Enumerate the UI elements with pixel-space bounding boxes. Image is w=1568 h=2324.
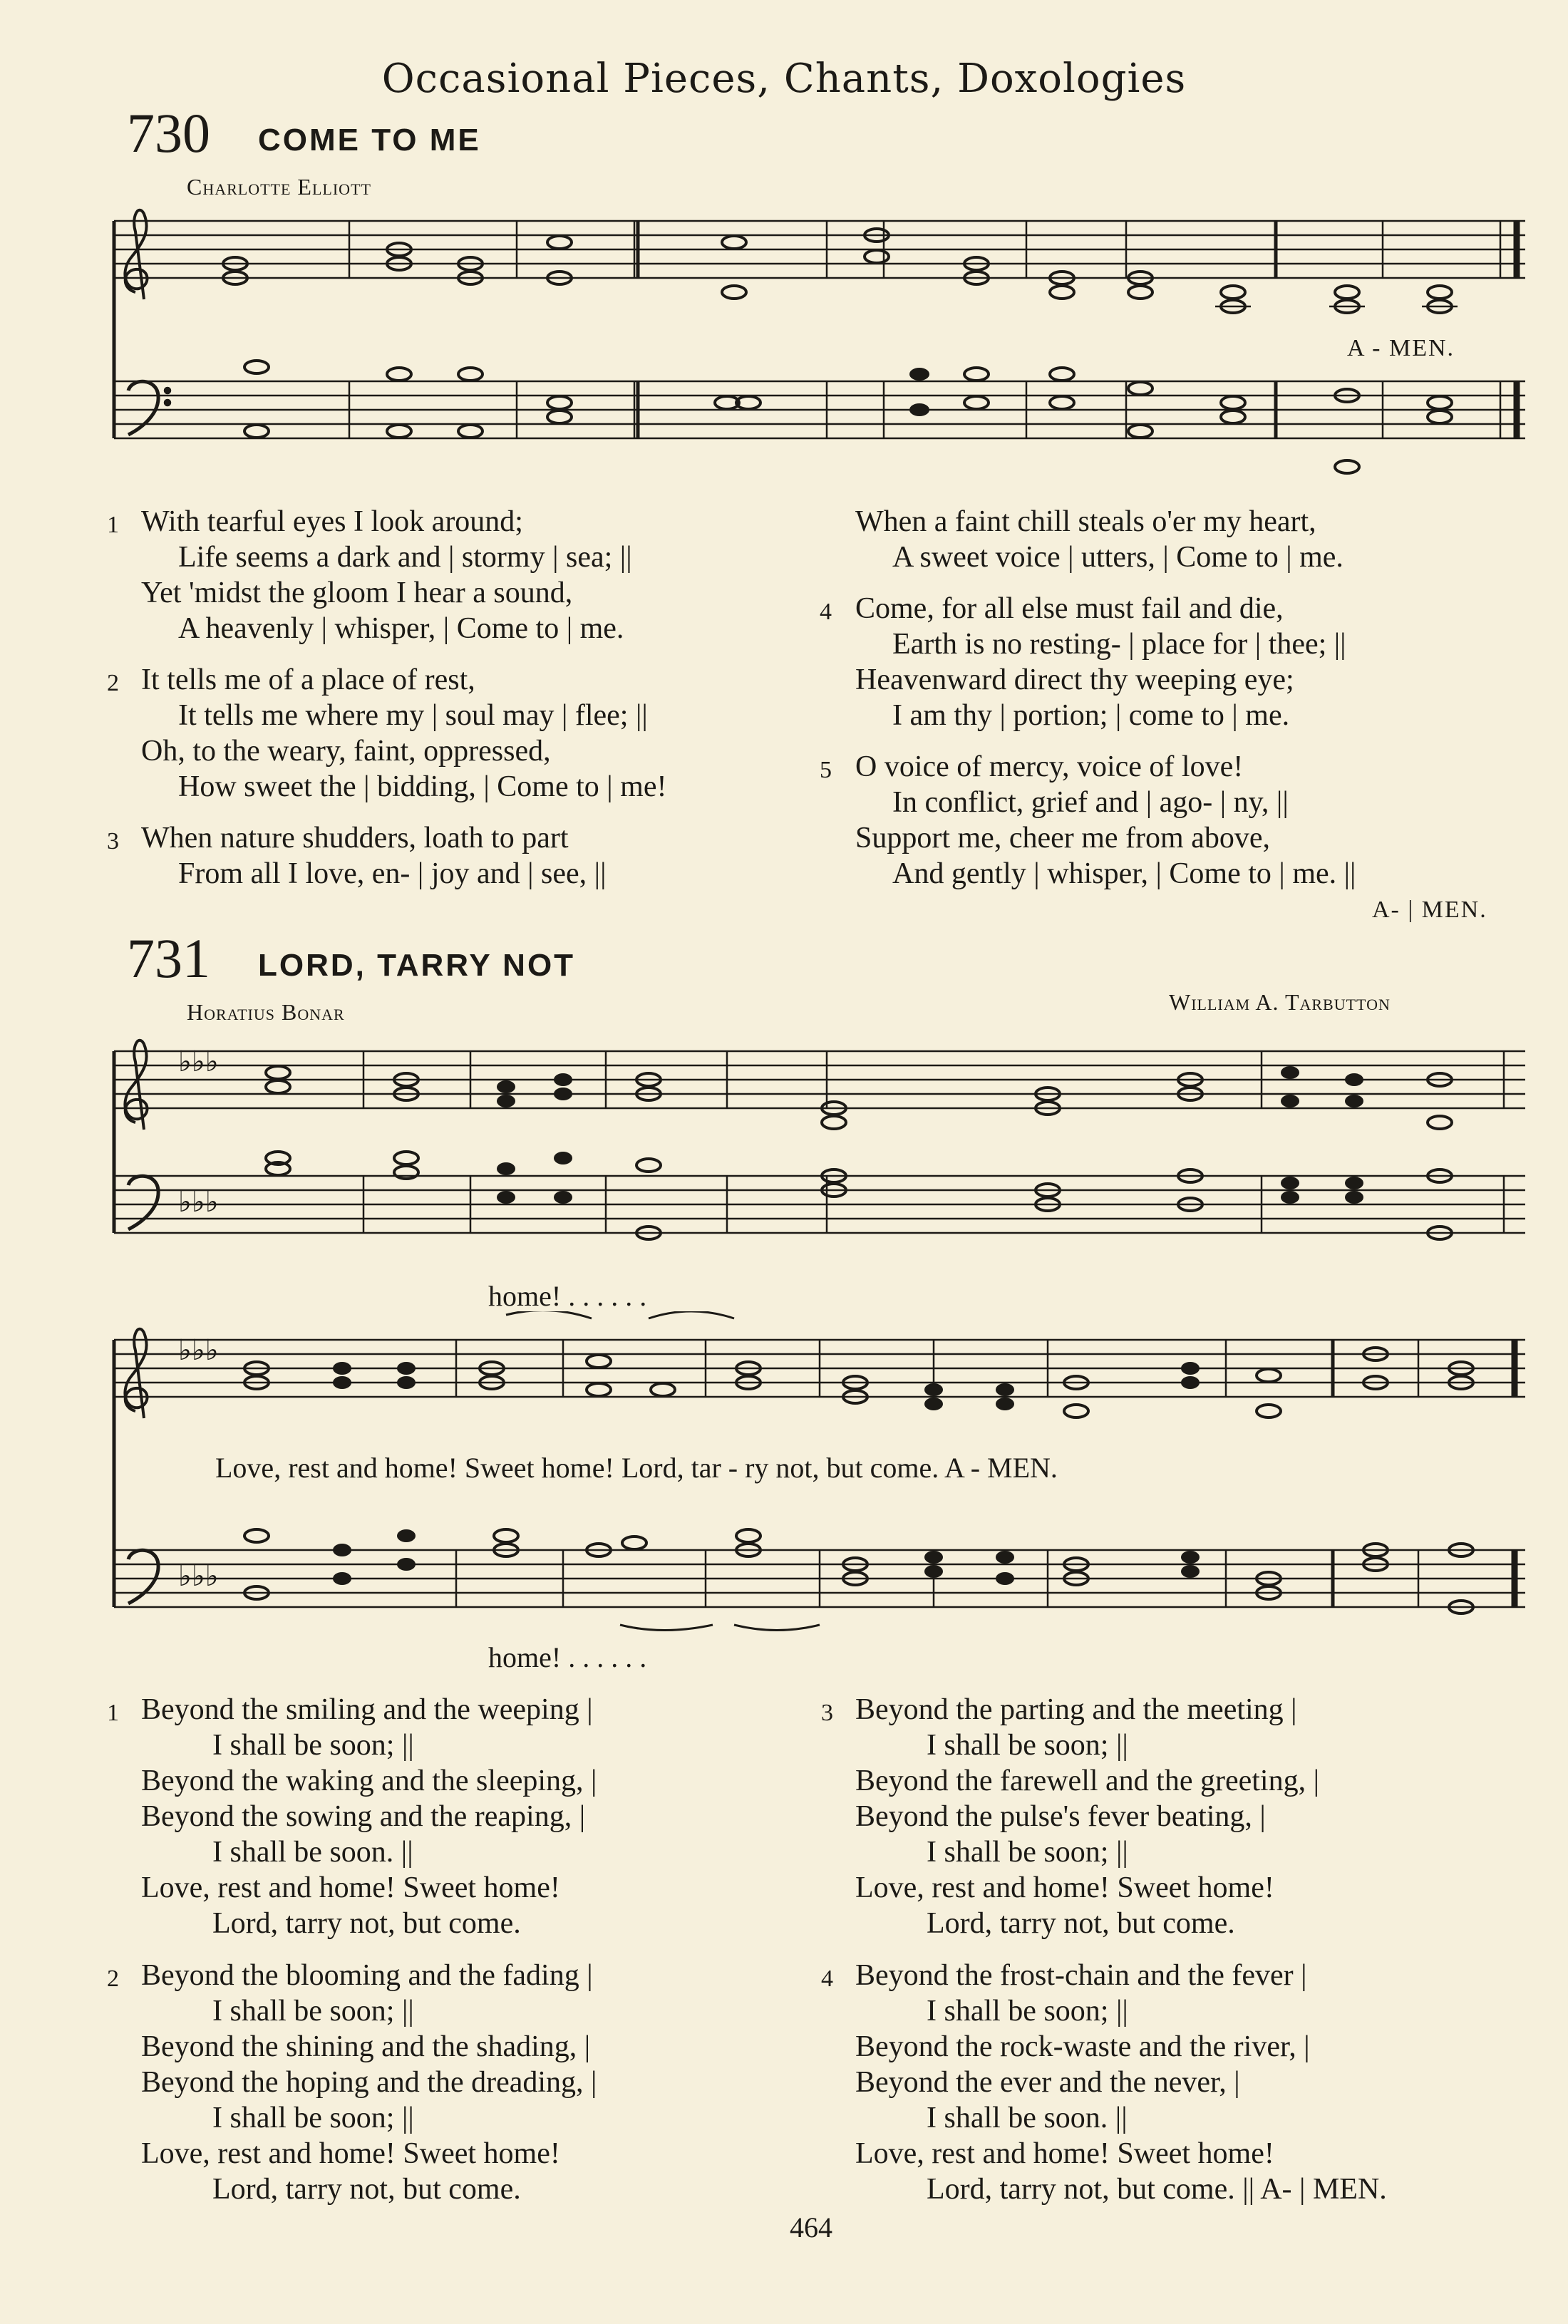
- verse-line: Beyond the blooming and the fading |: [141, 1959, 593, 1992]
- verse-line: A heavenly | whisper, | Come to | me.: [178, 612, 624, 645]
- verse-line: Beyond the farewell and the greeting, |: [855, 1765, 1319, 1797]
- verse-line: Heavenward direct thy weeping eye;: [855, 663, 1294, 696]
- verse-line: Lord, tarry not, but come.: [212, 1907, 521, 1940]
- verse-line: Beyond the waking and the sleeping, |: [141, 1765, 597, 1797]
- verse-number: 2: [107, 1966, 119, 1992]
- verse-line: Love, rest and home! Sweet home!: [855, 1871, 1274, 1904]
- amen-label: A - MEN.: [1347, 335, 1455, 361]
- verse-line: Lord, tarry not, but come.: [212, 2173, 521, 2206]
- verse-line: I am thy | portion; | come to | me.: [892, 699, 1290, 732]
- verse-line: O voice of mercy, voice of love!: [855, 750, 1244, 783]
- svg-text:♭♭♭: ♭♭♭: [178, 1334, 219, 1367]
- verse-line: From all I love, en- | joy and | see, ||: [178, 857, 607, 890]
- svg-text:♭♭♭: ♭♭♭: [178, 1186, 219, 1219]
- page-header: Occasional Pieces, Chants, Doxologies: [381, 56, 1187, 102]
- home-upper: home! . . . . . .: [488, 1280, 647, 1312]
- verse-line: Beyond the frost-chain and the fever |: [855, 1959, 1307, 1992]
- hymn-composer: William A. Tarbutton: [1169, 989, 1391, 1015]
- verse-line: With tearful eyes I look around;: [141, 505, 523, 538]
- verse-line: I shall be soon; ||: [212, 1995, 414, 2028]
- verse-line: Beyond the smiling and the weeping |: [141, 1693, 593, 1726]
- hymn-author: Charlotte Elliott: [187, 174, 371, 200]
- verse-line: Beyond the pulse's fever beating, |: [855, 1800, 1266, 1833]
- verse-line: How sweet the | bidding, | Come to | me!: [178, 770, 667, 803]
- verse-line: I shall be soon; ||: [927, 1836, 1128, 1869]
- svg-text:♭♭♭: ♭♭♭: [178, 1560, 219, 1593]
- verse-line: I shall be soon; ||: [212, 1729, 414, 1762]
- hymn-author: Horatius Bonar: [187, 999, 345, 1025]
- verse-number: 4: [820, 599, 832, 625]
- verse-line: It tells me where my | soul may | flee; ||: [178, 699, 648, 732]
- verse-line: I shall be soon. ||: [212, 1836, 413, 1869]
- verse-number: 1: [107, 1700, 119, 1726]
- verse-number: 3: [821, 1700, 833, 1726]
- verse-line: Support me, cheer me from above,: [855, 822, 1270, 854]
- verse-line: It tells me of a place of rest,: [141, 663, 475, 696]
- lyric-line: Love, rest and home! Sweet home! Lord, tar - ry not, but come. A - MEN.: [215, 1452, 1058, 1484]
- verse-number: 3: [107, 828, 119, 854]
- verse-line: Oh, to the weary, faint, oppressed,: [141, 735, 551, 768]
- verse-line: Beyond the sowing and the reaping, |: [141, 1800, 586, 1833]
- music-system-730: [107, 200, 1525, 499]
- verse-line: Come, for all else must fail and die,: [855, 592, 1284, 625]
- hymn-number: 730: [127, 102, 210, 164]
- verse-line: Love, rest and home! Sweet home!: [141, 2137, 560, 2170]
- verse-number: 2: [107, 670, 119, 696]
- music-system-731-a: [107, 1030, 1525, 1258]
- verse-number: 5: [820, 757, 832, 783]
- verse-line: A sweet voice | utters, | Come to | me.: [892, 541, 1343, 574]
- verse-amen: A- | MEN.: [1372, 897, 1487, 923]
- verse-line: And gently | whisper, | Come to | me. ||: [892, 857, 1356, 890]
- verse-line: Beyond the rock-waste and the river, |: [855, 2030, 1310, 2063]
- verse-line: Earth is no resting- | place for | thee; ||: [892, 628, 1346, 661]
- verse-line: Love, rest and home! Sweet home!: [855, 2137, 1274, 2170]
- verse-line: I shall be soon; ||: [212, 2102, 414, 2134]
- verse-line: Lord, tarry not, but come. || A- | MEN.: [927, 2173, 1387, 2206]
- home-lower: home! . . . . . .: [488, 1641, 647, 1673]
- verse-line: Love, rest and home! Sweet home!: [141, 1871, 560, 1904]
- hymn-number: 731: [127, 927, 210, 989]
- verse-line: I shall be soon; ||: [927, 1729, 1128, 1762]
- verse-line: Beyond the hoping and the dreading, |: [141, 2066, 597, 2099]
- verse-number: 4: [821, 1966, 833, 1992]
- verse-line: When nature shudders, loath to part: [141, 822, 569, 854]
- verse-line: Beyond the parting and the meeting |: [855, 1693, 1297, 1726]
- page-number: 464: [790, 2211, 832, 2243]
- hymn-title: COME TO ME: [258, 123, 481, 157]
- hymn-title: LORD, TARRY NOT: [258, 948, 576, 983]
- verse-line: I shall be soon. ||: [927, 2102, 1128, 2134]
- verse-line: I shall be soon; ||: [927, 1995, 1128, 2028]
- verse-line: Life seems a dark and | stormy | sea; ||: [178, 541, 632, 574]
- svg-text:♭♭♭: ♭♭♭: [178, 1045, 219, 1078]
- verse-line: Yet 'midst the gloom I hear a sound,: [141, 577, 573, 609]
- verse-number: 1: [107, 512, 119, 538]
- verse-line: In conflict, grief and | ago- | ny, ||: [892, 786, 1289, 819]
- verse-line: Beyond the shining and the shading, |: [141, 2030, 591, 2063]
- verse-line: Lord, tarry not, but come.: [927, 1907, 1235, 1940]
- verse-line: Beyond the ever and the never, |: [855, 2066, 1240, 2099]
- verse-line: When a faint chill steals o'er my heart,: [855, 505, 1316, 538]
